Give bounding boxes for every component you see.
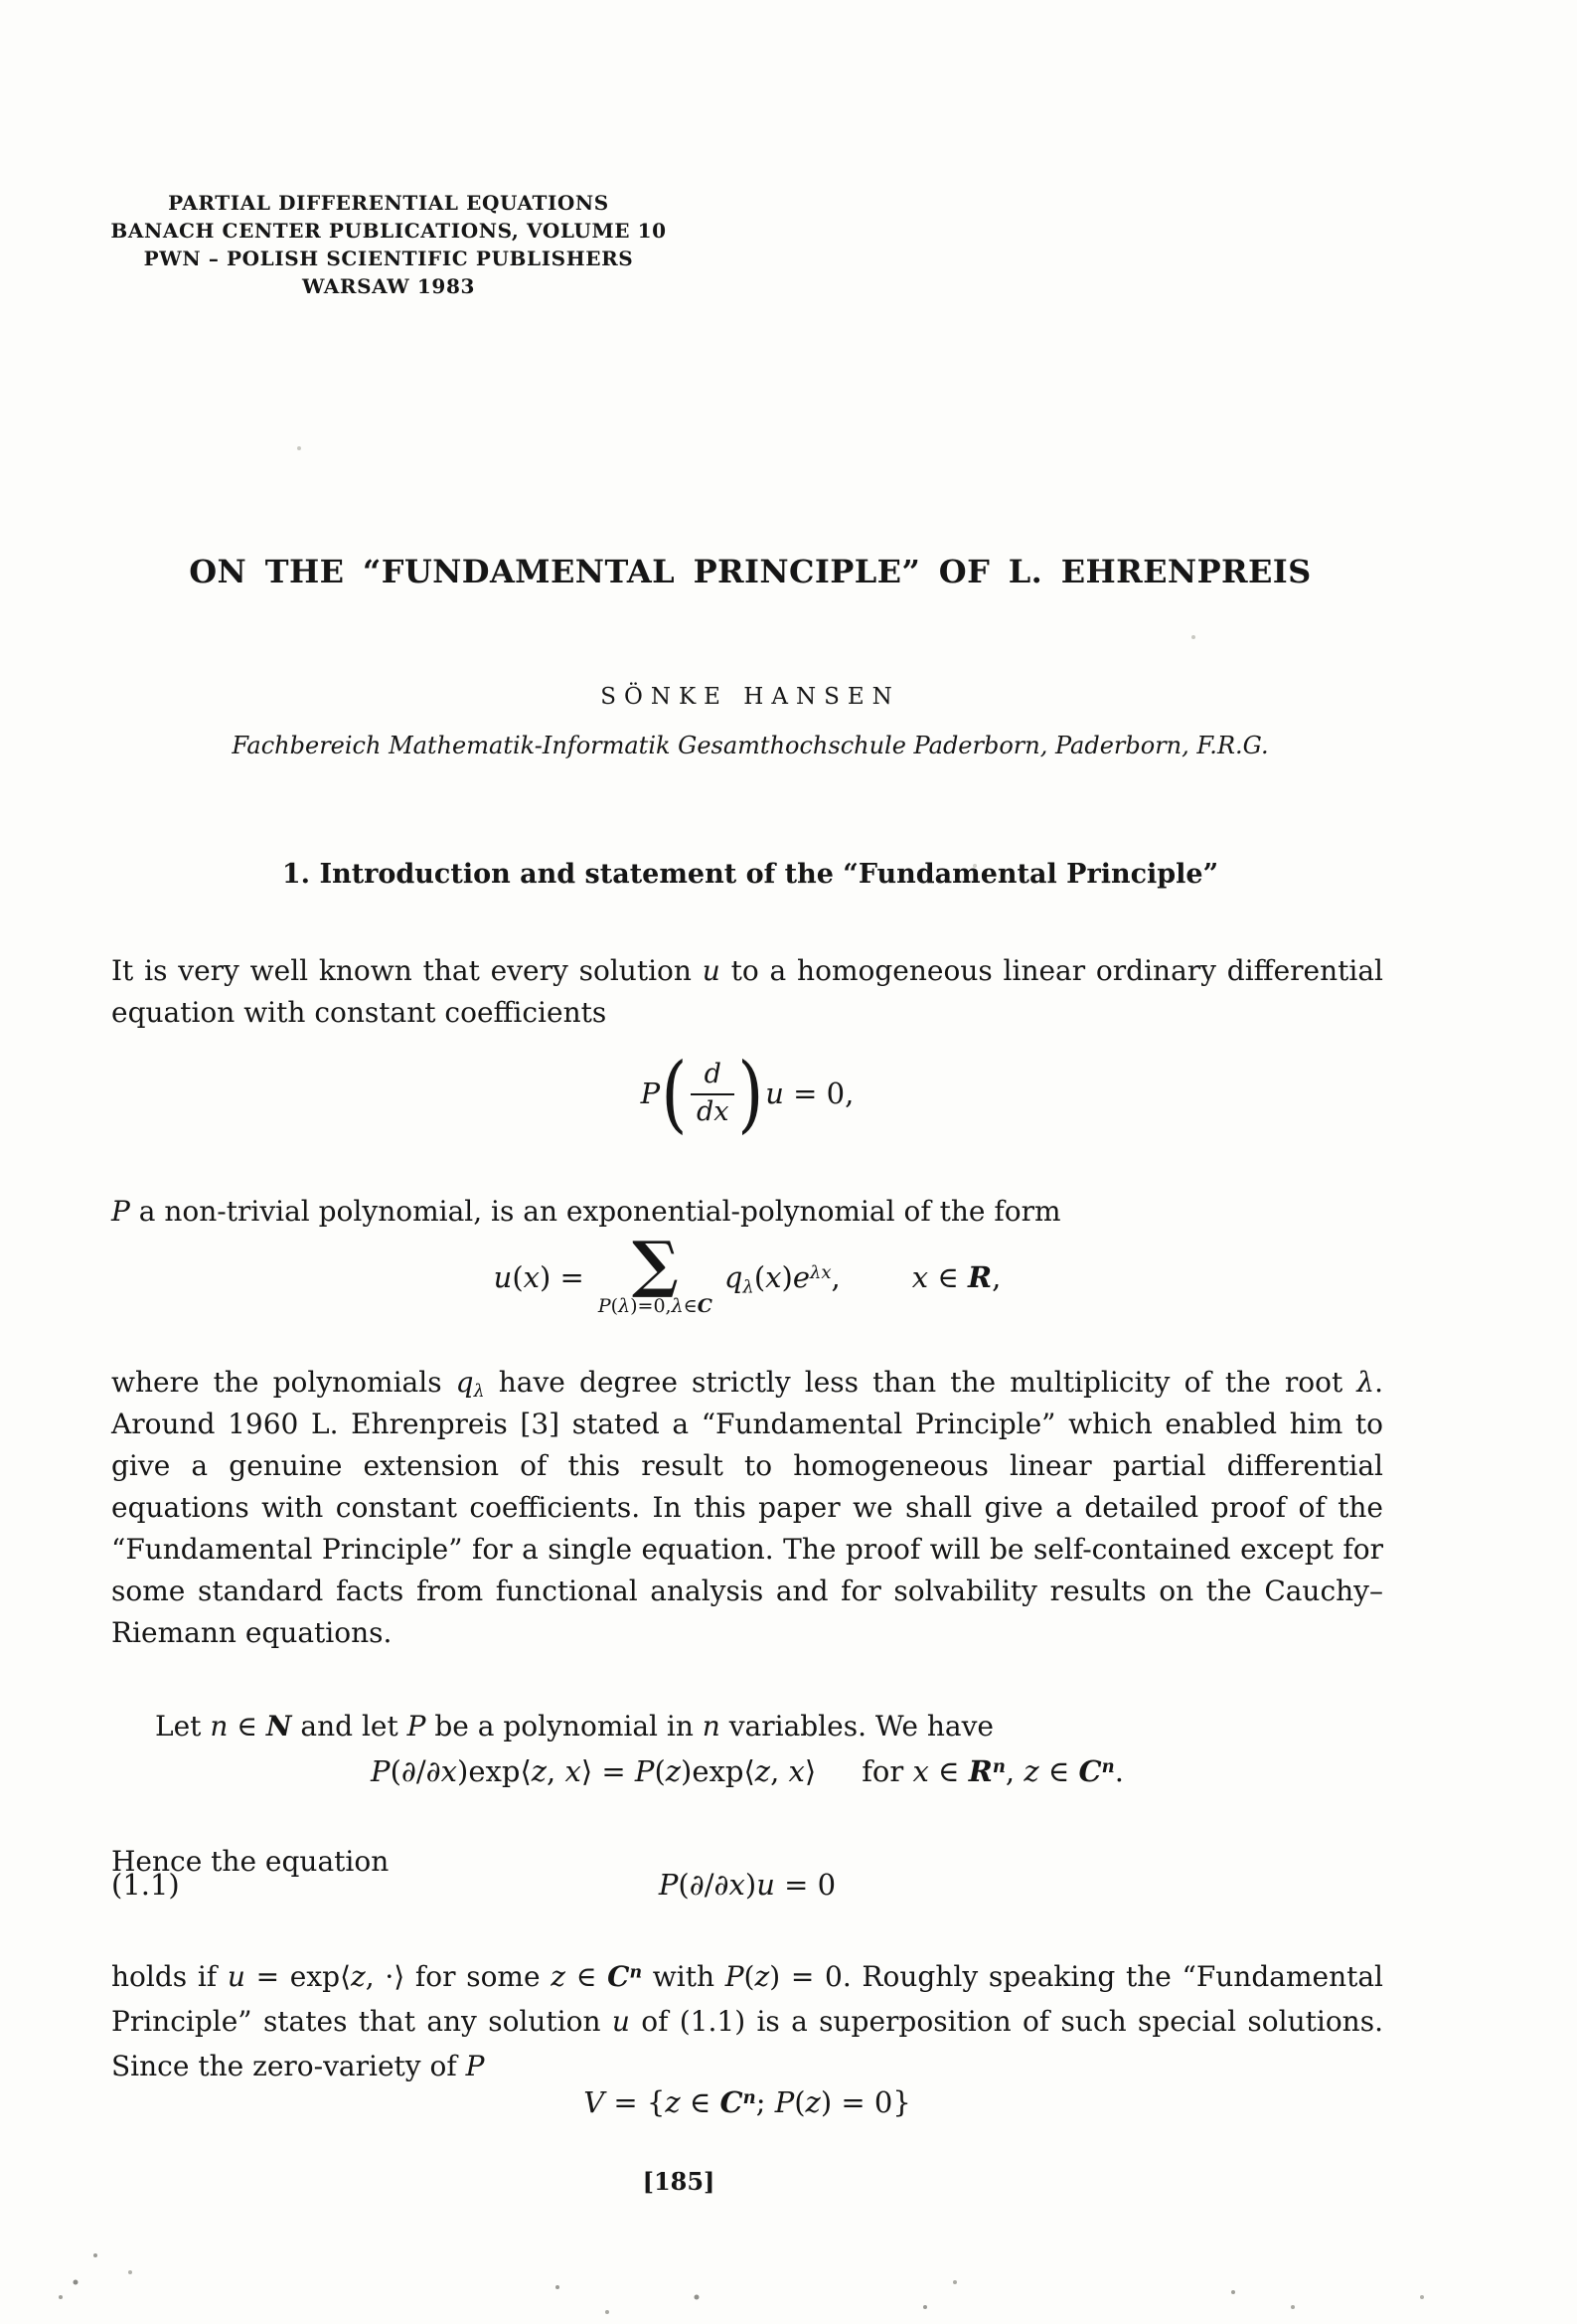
publisher-header [84, 189, 693, 300]
fraction-denominator: dx [691, 1093, 735, 1128]
publisher-header-line: PWN – POLISH SCIENTIFIC PUBLISHERS [143, 247, 634, 270]
equation-identity-body: P(∂/∂x)exp⟨z, x⟩ = P(z)exp⟨z, x⟩ [371, 1754, 817, 1788]
close-paren: ) [737, 1045, 764, 1142]
fraction-d-dx [691, 1059, 735, 1128]
paragraph-let-n: Let n ∈ N and let P be a polynomial in n variables. We have [155, 1710, 994, 1743]
equation-sum-lhs: u(x) = [493, 1260, 584, 1294]
equation-exp-identity [111, 1742, 1383, 1801]
paragraph-hence: Hence the equation [111, 1845, 390, 1878]
paper-title: ON THE “FUNDAMENTAL PRINCIPLE” OF L. EHRENPREIS [189, 553, 1312, 590]
equation-1-1 [111, 1861, 1383, 1909]
publisher-header-line: WARSAW 1983 [302, 274, 475, 298]
publisher-header-line: BANACH CENTER PUBLICATIONS, VOLUME 10 [110, 219, 667, 243]
equation-exponential-sum [111, 1223, 1383, 1332]
author-name: SÖNKE HANSEN [600, 684, 900, 710]
sigma-symbol: ∑ [632, 1228, 679, 1301]
author-affiliation: Fachbereich Mathematik-Informatik Gesamthochschule Paderborn, Paderborn, F.R.G. [232, 732, 1269, 759]
section-heading: 1. Introduction and statement of the “Fundamental Principle” [281, 859, 1219, 890]
page-number: [185] [642, 2167, 715, 2196]
equation-ode-operator: P [640, 1077, 661, 1110]
paragraph-intro: It is very well known that every solution u to a homogeneous linear ordinary differential equation with constant coefficients [111, 954, 1383, 1029]
equation-zero-variety [111, 2077, 1383, 2127]
equation-number: (1.1) [111, 1868, 180, 1902]
equation-sum-condition: x ∈ R, [911, 1260, 1002, 1294]
paragraph-polynomial-form: P a non-trivial polynomial, is an exponential-polynomial of the form [111, 1195, 1061, 1228]
equation-ode-rhs: u = 0, [765, 1077, 855, 1110]
equation-variety-body: V = {z ∈ $C^n$; P(z) = 0} [583, 2085, 911, 2119]
paragraph-ehrenpreis: where the polynomials $q_\lambda$ have degree strictly less than the multiplicity of the root λ. Around 1960 L. Ehrenpreis [3] stated a “Fundamental Principle” which enabled him to give a genuine extension of this result to homogeneous linear partial differential equations with constant coefficients. In this paper we shall give a detailed proof of the “Fundamental Principle” for a single equation. The proof will be self-contained except for some standard facts from functional analysis and for solvability results on the Cauchy–Riemann equations. [111, 1366, 1383, 1649]
summation [597, 1228, 712, 1318]
equation-ode [111, 1034, 1383, 1153]
paragraph-holds: holds if u = exp⟨z, ·⟩ for some z ∈ $C^n$ with P(z) = 0. Roughly speaking the “Fundamental Principle” states that any solution u of (1.1) is a superposition of such special solutions. Since the zero-variety of P [111, 1960, 1384, 2082]
open-paren: ( [661, 1045, 688, 1142]
scan-noise-speckles [0, 0, 2, 2]
summation-limits: P(λ)=0,λ∈C [597, 1295, 712, 1317]
equation-sum-terms: $q_\lambda(x)e^{\lambda x}$, [723, 1260, 841, 1298]
equation-1-1-body: P(∂/∂x)u = 0 [658, 1868, 837, 1902]
fraction-numerator: d [704, 1059, 721, 1090]
publisher-header-line: PARTIAL DIFFERENTIAL EQUATIONS [168, 191, 609, 215]
equation-identity-condition: for x ∈ $R^n$, z ∈ $C^n$. [862, 1754, 1124, 1788]
